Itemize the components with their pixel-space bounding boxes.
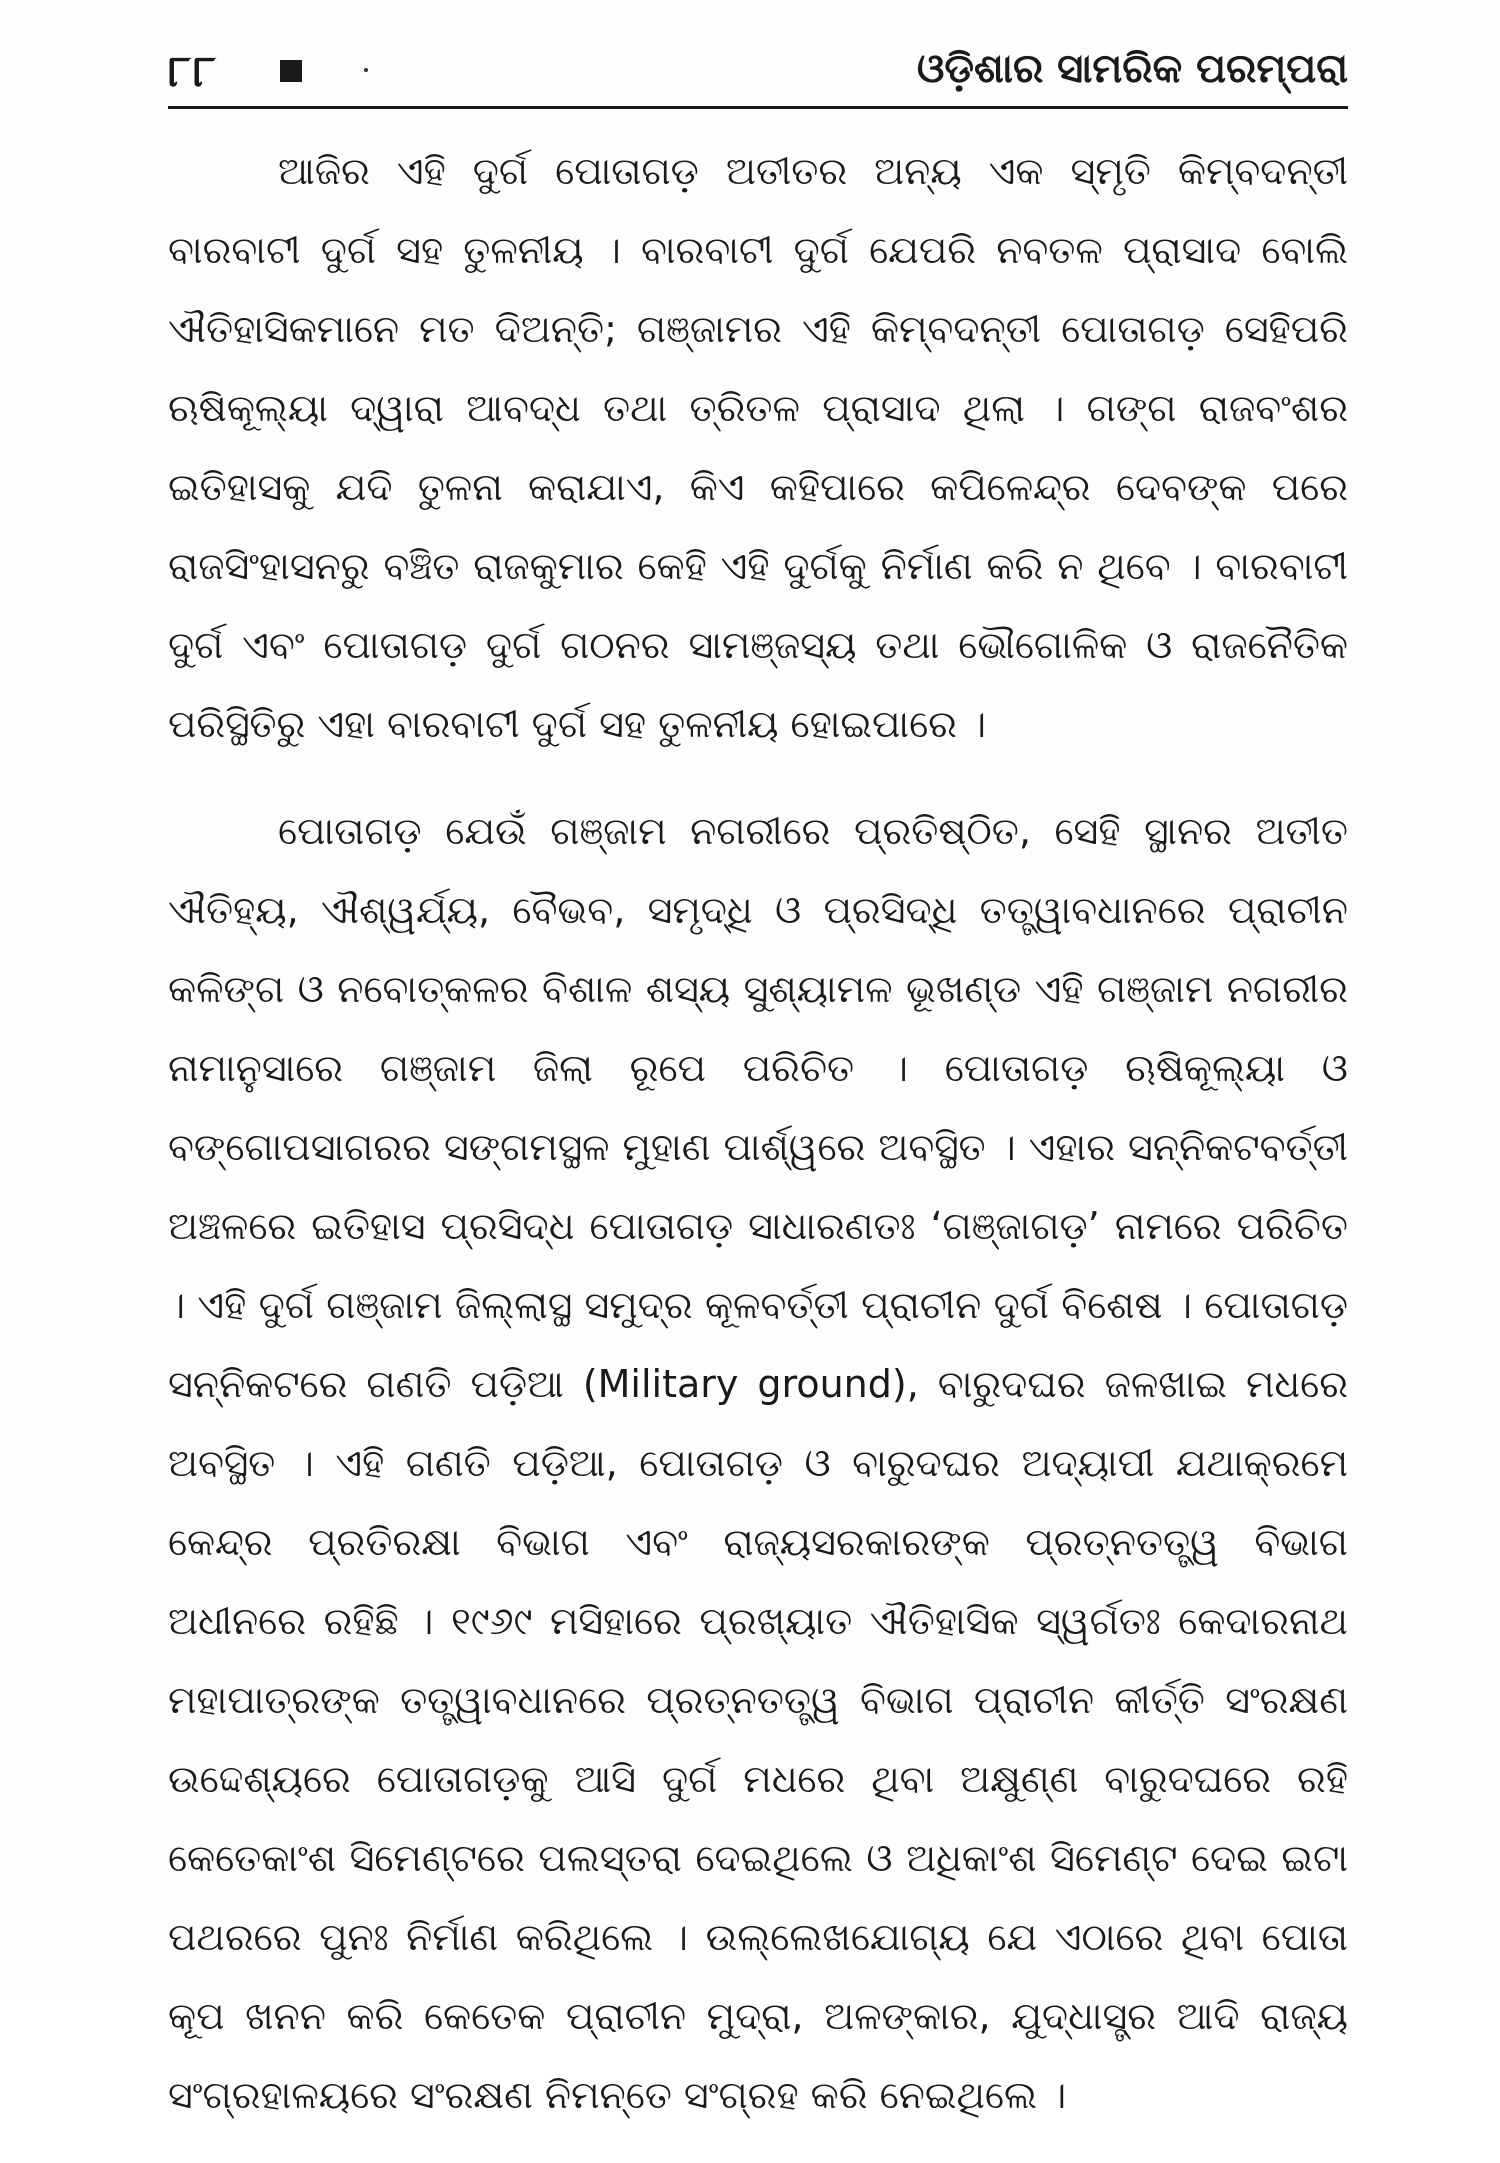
dot-mark-icon bbox=[364, 68, 368, 72]
paragraph-2: ପୋତାଗଡ଼ ଯେଉଁ ଗଞ୍ଜାମ ନଗରୀରେ ପ୍ରତିଷ୍ଠିତ, ସେହି ସ୍ଥାନର ଅତୀତ ଐତିହ୍ୟ, ଐଶ୍ୱର୍ଯ୍ୟ, ବୈଭବ, ସମୃଦ୍ଧି ଓ ପ୍ରସିଦ୍ଧି ତତ୍ତ୍ୱାବଧାନରେ ପ୍ରାଚୀନ କଳିଙ୍ଗ ଓ ନବୋତ୍କଳର ବିଶାଳ ଶସ୍ୟ ସୁଶ୍ୟାମଳ ଭୂଖଣ୍ଡ ଏହି ଗଞ୍ଜାମ ନଗରୀର ନାମାନୁସାରେ ଗଞ୍ଜାମ ଜିଲା ରୂପେ ପରିଚିତ । ପୋତାଗଡ଼ ଋଷିକୂଲ୍ୟା ଓ ବଙ୍ଗୋପସାଗରର ସଙ୍ଗମସ୍ଥଳ ମୁହାଣ ପାର୍ଶ୍ୱରେ ଅବସ୍ଥିତ । ଏହାର ସନ୍ନିକଟବର୍ତ୍ତୀ ଅଞ୍ଚଳରେ ଇତିହାସ ପ୍ରସିଦ୍ଧ ପୋତାଗଡ଼ ସାଧାରଣତଃ ‘ଗଞ୍ଜାଗଡ଼’ ନାମରେ ପରିଚିତ । ଏହି ଦୁର୍ଗ ଗଞ୍ଜାମ ଜିଲ୍ଲାସ୍ଥ ସମୁଦ୍ର କୂଳବର୍ତ୍ତୀ ପ୍ରାଚୀନ ଦୁର୍ଗ ବିଶେଷ । ପୋତାଗଡ଼ ସନ୍ନିକଟରେ ଗଣତି ପଡ଼ିଆ (Military ground), ବାରୁଦଘର ଜଳଖାଇ ମଧରେ ଅବସ୍ଥିତ । ଏହି ଗଣତି ପଡ଼ିଆ, ପୋତାଗଡ଼ ଓ ବାରୁଦଘର ଅଦ୍ୟାପୀ ଯଥାକ୍ରମେ କେନ୍ଦ୍ର ପ୍ରତିରକ୍ଷା ବିଭାଗ ଏବଂ ରାଜ୍ୟସରକାରଙ୍କ ପ୍ରତ୍ନତତ୍ତ୍ୱ ବିଭାଗ ଅଧୀନରେ ରହିଛି । ୧୯୬୯ ମସିହାରେ ପ୍ରଖ୍ୟାତ ଐତିହାସିକ ସ୍ୱର୍ଗତଃ କେଦାରନାଥ ମହାପାତ୍ରଙ୍କ ତତ୍ତ୍ୱାବଧାନରେ ପ୍ରତ୍ନତତ୍ତ୍ୱ ବିଭାଗ ପ୍ରାଚୀନ କୀର୍ତ୍ତି ସଂରକ୍ଷଣ ଉଦ୍ଦେଶ୍ୟରେ ପୋତାଗଡ଼କୁ ଆସି ଦୁର୍ଗ ମଧରେ ଥିବା ଅକ୍ଷୁଣ୍ଣ ବାରୁଦଘରେ ରହି କେତେକାଂଶ ସିମେଣ୍ଟରେ ପଲସ୍ତରା ଦେଇଥିଲେ ଓ ଅଧିକାଂଶ ସିମେଣ୍ଟ ଦେଇ ଇଟା ପଥରରେ ପୁନଃ ନିର୍ମାଣ କରିଥିଲେ । ଉଲ୍ଲେଖଯୋଗ୍ୟ ଯେ ଏଠାରେ ଥିବା ପୋତା କୂପ ଖନନ କରି କେତେକ ପ୍ରାଚୀନ ମୁଦ୍ରା, ଅଳଙ୍କାର, ଯୁଦ୍ଧାସ୍ତ୍ର ଆଦି ରାଜ୍ୟ ସଂଗ୍ରହାଳୟରେ ସଂରକ୍ଷଣ ନିମନ୍ତେ ସଂଗ୍ରହ କରି ନେଇଥିଲେ । bbox=[168, 809, 1348, 2117]
square-ornament-icon bbox=[280, 60, 302, 82]
page-body bbox=[168, 132, 1348, 2163]
header-rule bbox=[168, 106, 1348, 109]
running-title: ଓଡ଼ିଶାର ସାମରିକ ପରମ୍ପରା bbox=[916, 46, 1348, 92]
paragraph-1: ଆଜିର ଏହି ଦୁର୍ଗ ପୋତାଗଡ଼ ଅତୀତର ଅନ୍ୟ ଏକ ସ୍ମୃତି କିମ୍ବଦନ୍ତୀ ବାରବାଟୀ ଦୁର୍ଗ ସହ ତୁଳନୀୟ । ବାରବାଟୀ ଦୁର୍ଗ ଯେପରି ନବତଳ ପ୍ରାସାଦ ବୋଲି ଐତିହାସିକମାନେ ମତ ଦିଅନ୍ତି; ଗଞ୍ଜାମର ଏହି କିମ୍ବଦନ୍ତୀ ପୋତାଗଡ଼ ସେହିପରି ଋଷିକୂଲ୍ୟା ଦ୍ୱାରା ଆବଦ୍ଧ ତଥା ତ୍ରିତଳ ପ୍ରାସାଦ ଥିଲା । ଗଙ୍ଗ ରାଜବଂଶର ଇତିହାସକୁ ଯଦି ତୁଳନା କରାଯାଏ, କିଏ କହିପାରେ କପିଳେନ୍ଦ୍ର ଦେବଙ୍କ ପରେ ରାଜସିଂହାସନରୁ ବଞ୍ଚିତ ରାଜକୁମାର କେହି ଏହି ଦୁର୍ଗକୁ ନିର୍ମାଣ କରି ନ ଥିବେ । ବାରବାଟୀ ଦୁର୍ଗ ଏବଂ ପୋତାଗଡ଼ ଦୁର୍ଗ ଗଠନର ସାମଞ୍ଜସ୍ୟ ତଥା ଭୌଗୋଳିକ ଓ ରାଜନୈତିକ ପରିସ୍ଥିତିରୁ ଏହା ବାରବାଟୀ ଦୁର୍ଗ ସହ ତୁଳନୀୟ ହୋଇପାରେ । bbox=[168, 149, 1348, 746]
page-header bbox=[168, 40, 1348, 110]
page-number: ୮୮ bbox=[168, 46, 218, 97]
